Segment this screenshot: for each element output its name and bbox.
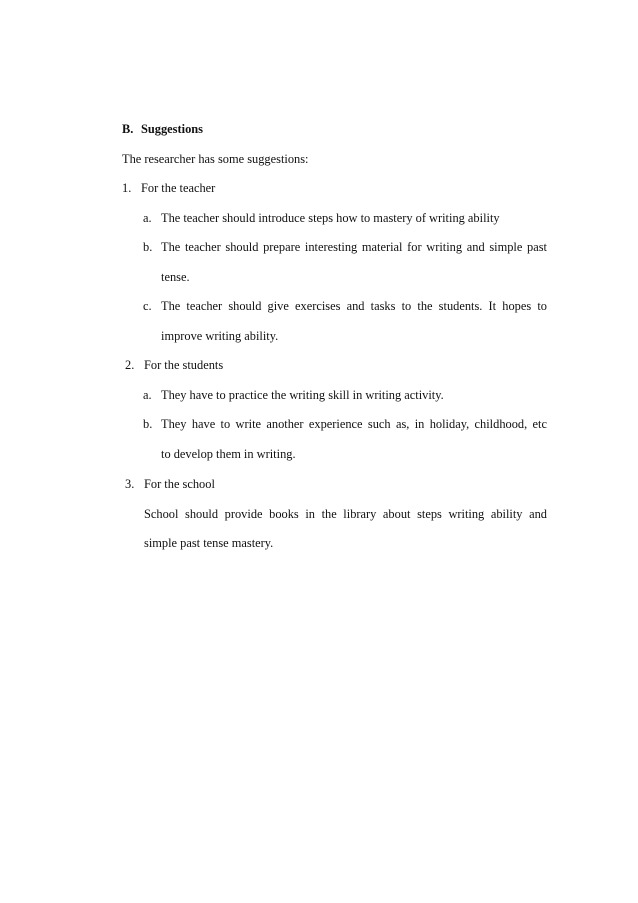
- subitem-text-continuation: tense.: [161, 270, 190, 284]
- subitem-text-continuation: improve writing ability.: [161, 329, 279, 343]
- list-item-school: [125, 476, 215, 492]
- section-heading: [122, 121, 203, 137]
- list-item-number: 1.: [122, 181, 132, 195]
- subitem-text: They have to practice the writing skill in writing activity.: [161, 388, 444, 402]
- subitem-text: The teacher should introduce steps how to mastery of writing ability: [161, 211, 500, 225]
- subitem-text: The teacher should prepare interesting material for writing and simple past: [161, 240, 547, 254]
- paragraph-text: School should provide books in the library about steps writing ability and: [144, 507, 547, 521]
- paragraph-text-continuation: simple past tense mastery.: [144, 536, 274, 550]
- subitem-letter: b.: [143, 417, 153, 431]
- subitem-letter: a.: [143, 388, 152, 402]
- list-item-teacher: [122, 180, 215, 196]
- list-item-title: For the students: [144, 358, 224, 372]
- subitem-letter: b.: [143, 240, 153, 254]
- list-item-number: 3.: [125, 477, 135, 491]
- section-marker: B.: [122, 122, 134, 136]
- list-item-title: For the school: [144, 477, 215, 491]
- subitem-letter: a.: [143, 211, 152, 225]
- list-item-number: 2.: [125, 358, 135, 372]
- intro-text: The researcher has some suggestions:: [122, 152, 309, 166]
- section-title: Suggestions: [141, 122, 203, 136]
- list-item-title: For the teacher: [141, 181, 216, 195]
- list-item-students: [125, 357, 223, 373]
- subitem-letter: c.: [143, 299, 152, 313]
- subitem-text-continuation: to develop them in writing.: [161, 447, 296, 461]
- subitem-text: They have to write another experience such as, in holiday, childhood, etc: [161, 417, 547, 431]
- subitem-text: The teacher should give exercises and tasks to the students. It hopes to: [161, 299, 547, 313]
